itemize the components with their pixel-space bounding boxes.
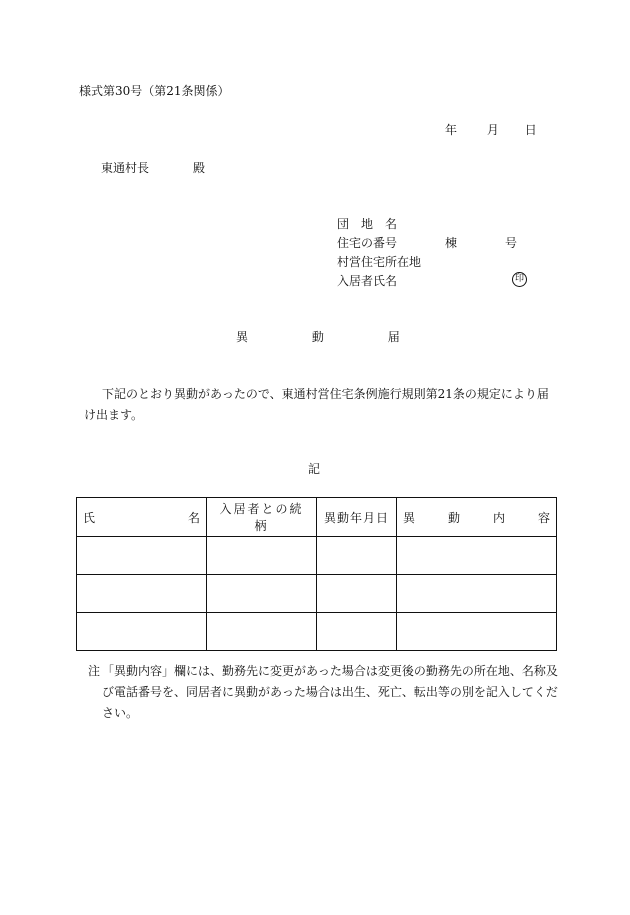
building-unit-label: 棟: [445, 236, 458, 250]
ki-heading: 記: [308, 462, 321, 476]
number-unit-label: 号: [505, 236, 518, 250]
addressee-honorific: 殿: [193, 161, 206, 175]
complex-name-label: 団 地 名: [337, 217, 398, 231]
note-text: 「異動内容」欄には、勤務先に変更があった場合は変更後の勤務先の所在地、名称及び電話番号を、同居者に異動があった場合は出生、死亡、転出等の別を記入してください。: [102, 664, 558, 720]
table-cell[interactable]: [397, 613, 557, 651]
body-paragraph: 下記のとおり異動があったので、東通村営住宅条例施行規則第21条の規定により届け出ます。: [84, 387, 549, 422]
title-char-3: 届: [387, 330, 400, 344]
table-cell[interactable]: [397, 537, 557, 575]
table-cell[interactable]: [77, 613, 207, 651]
header-date: [317, 498, 397, 537]
table-cell[interactable]: [207, 613, 317, 651]
header-content-char-3: 内: [492, 510, 505, 525]
title-char-2: 動: [311, 330, 324, 344]
header-relation-text: 入居者との続柄: [219, 502, 304, 533]
date-year-label: 年: [445, 123, 458, 137]
addressee-name: 東通村長: [101, 161, 150, 175]
note-mark: 注: [88, 664, 101, 678]
date-month-label: 月: [486, 123, 499, 137]
house-number-label: 住宅の番号: [337, 236, 398, 250]
table-header-row: [77, 498, 557, 537]
header-name-char-1: 氏: [83, 510, 96, 525]
header-content: [397, 498, 557, 537]
table-row: [77, 575, 557, 613]
resident-name-label: 入居者氏名: [337, 274, 398, 288]
table-row: [77, 537, 557, 575]
header-content-char-2: 動: [447, 510, 460, 525]
title-char-1: 異: [236, 330, 249, 344]
house-number-row: [337, 235, 517, 251]
footnote: [88, 661, 558, 724]
table-cell[interactable]: [317, 537, 397, 575]
table-cell[interactable]: [317, 575, 397, 613]
table-row: [77, 613, 557, 651]
table-cell[interactable]: [207, 575, 317, 613]
form-number: 様式第30号（第21条関係）: [79, 84, 230, 98]
table-cell[interactable]: [77, 575, 207, 613]
header-content-char-1: 異: [403, 510, 416, 525]
header-date-text: 異動年月日: [323, 510, 389, 525]
table-cell[interactable]: [397, 575, 557, 613]
seal-mark-icon: 印: [512, 272, 527, 287]
date-day-label: 日: [524, 123, 537, 137]
header-content-char-4: 容: [537, 510, 550, 525]
table-cell[interactable]: [317, 613, 397, 651]
document-title: [236, 329, 400, 345]
addressee: [101, 160, 205, 176]
change-record-table: [76, 497, 557, 651]
table-cell[interactable]: [207, 537, 317, 575]
table-cell[interactable]: [77, 537, 207, 575]
date-line: [445, 122, 537, 138]
header-relation: [207, 498, 317, 537]
housing-location-label: 村営住宅所在地: [337, 255, 422, 269]
header-name-char-2: 名: [187, 510, 200, 525]
header-name: [77, 498, 207, 537]
